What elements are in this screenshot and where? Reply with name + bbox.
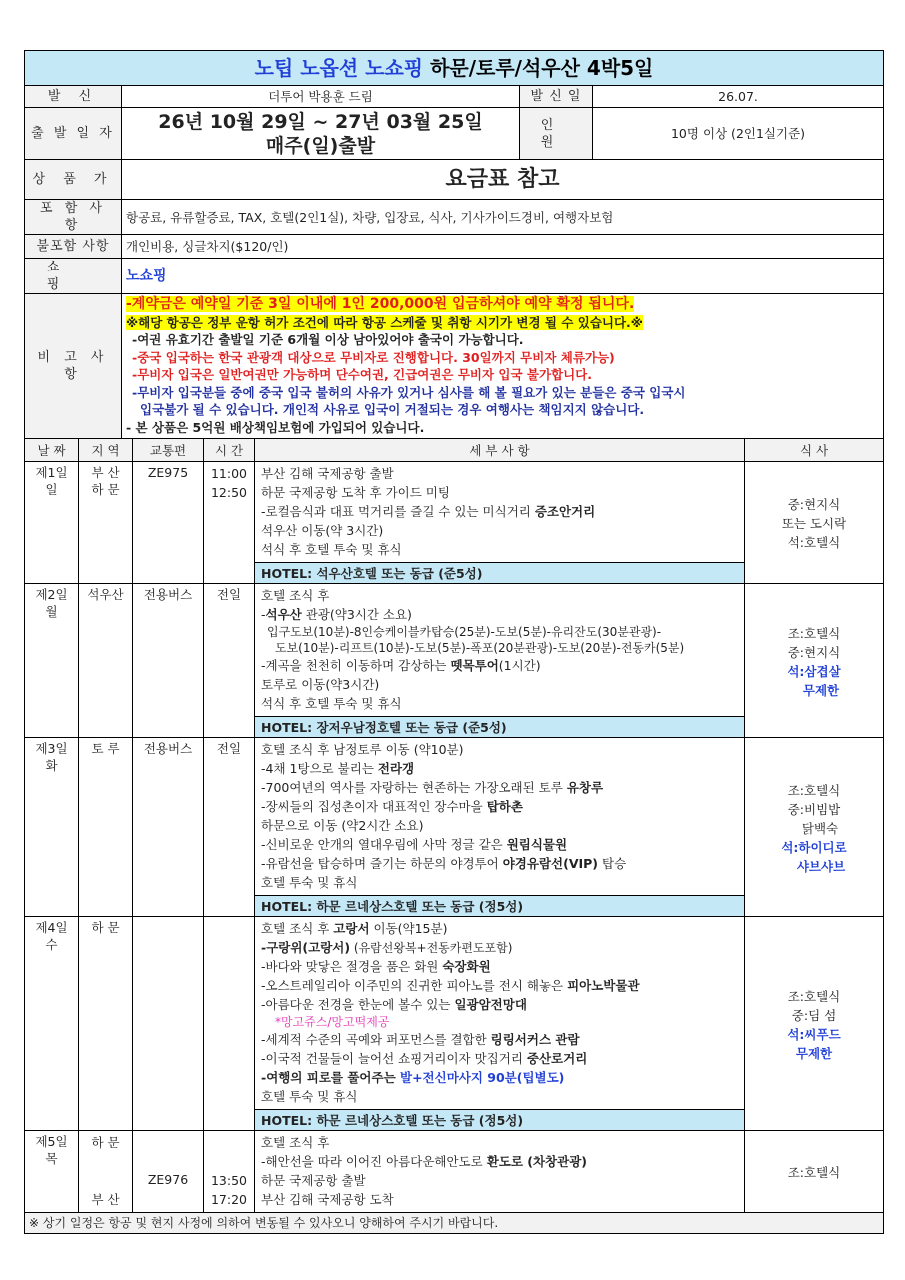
depart-label: 출 발 일 자 [25, 108, 122, 160]
day-weekday: 화 [45, 758, 58, 773]
detail-line: 하문 국제공항 출발 [261, 1173, 366, 1188]
meal-cell [745, 917, 884, 1131]
day-weekday: 수 [45, 937, 58, 952]
detail-text: -로컬음식과 대표 먹거리를 즐길 수 있는 미식거리 [261, 504, 535, 519]
detail-highlight: 고랑서 [333, 921, 370, 936]
detail-highlight: 중산로거리 [526, 1051, 588, 1066]
detail-text: 탑승 [598, 856, 627, 871]
day-row [25, 584, 884, 717]
detail-text: (유람선왕복+전동카편도포함) [350, 941, 513, 955]
region-cell: 하 문 [79, 917, 133, 1131]
meal-item: 또는 도시락 [781, 516, 847, 531]
hotel-info: HOTEL: 석우산호텔 또는 동급 (준5성) [255, 563, 745, 584]
meal-cell [745, 462, 884, 584]
detail-line: 하문 국제공항 도착 후 가이드 미팅 [261, 485, 450, 500]
info-table [24, 50, 884, 439]
day-label [25, 584, 79, 738]
detail-highlight: 뗏목투어 [450, 658, 499, 673]
detail-highlight: 전라갱 [377, 761, 415, 776]
detail-text: - [261, 607, 266, 622]
time-cell [204, 462, 255, 584]
detail-line [261, 1152, 738, 1171]
day-details [255, 738, 745, 896]
meal-item: 조:호텔식 [787, 988, 841, 1004]
note-deposit-text: -계약금은 예약일 기준 3일 이내에 1인 200,000원 입금하셔야 예약 확정 됩니다. [126, 296, 635, 312]
detail-highlight: 링링서커스 관람 [490, 1032, 580, 1047]
detail-text: -여행의 피로를 풀어주는 [261, 1070, 400, 1085]
day-details [255, 462, 745, 563]
transport-cell [133, 917, 204, 1131]
header-meals: 식 사 [745, 439, 884, 462]
footer-note: ※ 상기 일정은 항공 및 현지 사정에 의하여 변동될 수 있사오니 양해하여 주시기 바랍니다. [25, 1213, 884, 1234]
sender-value: 더투어 박용훈 드림 [122, 86, 520, 108]
note-entry-refusal-2: 입국불가 될 수 있습니다. 개인적 사유로 입국이 거절되는 경우 여행사는 책임지지 않습니다. [140, 402, 645, 417]
detail-text: 이동(약15분) [369, 921, 448, 936]
detail-line: 입구도보(10분)-8인승케이블카탑승(25분)-도보(5분)-유리잔도(30분관광)- [267, 625, 662, 639]
detail-line: 호텔 조식 후 [261, 1135, 330, 1150]
notes-label: 비 고 사 항 [25, 294, 122, 439]
note-passport-type: -무비자 입국은 일반여권만 가능하며 단수여권, 긴급여권은 무비자 입국 불가합니다. [132, 367, 593, 382]
detail-line: 부산 김해 국제공항 도착 [261, 1192, 394, 1207]
day-weekday: 일 [45, 482, 58, 497]
day-row [25, 917, 884, 1110]
sent-date-label: 발 신 일 [520, 86, 593, 108]
detail-line [261, 656, 738, 675]
detail-highlight: 원림식물원 [506, 837, 568, 852]
day-row [25, 462, 884, 563]
detail-line: 부산 김해 국제공항 출발 [261, 466, 394, 481]
detail-text: 관광(약3시간 소요) [301, 607, 412, 622]
detail-line: 석식 후 호텔 투숙 및 휴식 [261, 542, 402, 557]
exclude-label: 불포함 사항 [25, 235, 122, 259]
detail-highlight: 숙장화원 [442, 959, 491, 974]
depart-range: 26년 10월 29일 ~ 27년 03월 25일 [158, 110, 483, 133]
detail-line: 석우산 이동(약 3시간) [261, 523, 384, 538]
detail-line: 호텔 투숙 및 휴식 [261, 875, 358, 890]
itinerary-document [24, 50, 883, 1234]
meal-cell [745, 1131, 884, 1213]
detail-line [261, 797, 738, 816]
detail-line: 석식 후 호텔 투숙 및 휴식 [261, 696, 402, 711]
time-value: 13:50 [210, 1173, 248, 1188]
detail-line [261, 1030, 738, 1049]
detail-text: -오스트레일리아 이주민의 진귀한 피아노를 전시 해놓은 [261, 978, 568, 993]
hotel-info: HOTEL: 장저우남정호텔 또는 동급 (준5성) [255, 717, 745, 738]
header-date: 날 짜 [25, 439, 79, 462]
detail-text: -4채 1탕으로 불리는 [261, 761, 378, 776]
title-tag: 노팁 노옵션 노쇼핑 [254, 55, 424, 80]
note-airline-text: ※해당 항공은 정부 운항 허가 조건에 따라 항공 스케줄 및 취항 시기가 변경 될 수 있습니다.※ [126, 314, 643, 330]
day-weekday: 월 [45, 604, 58, 619]
detail-highlight: -구랑위(고랑서) [261, 940, 351, 955]
transport-cell: 전용버스 [133, 738, 204, 917]
detail-text: -700여년의 역사를 자랑하는 현존하는 가장오래된 토루 [261, 780, 567, 795]
meal-item: 샤브샤브 [796, 858, 846, 874]
detail-text: 호텔 조식 후 [261, 921, 334, 936]
document-title [25, 51, 884, 86]
detail-text: -아름다운 전경을 한눈에 볼수 있는 [261, 997, 455, 1012]
detail-line [261, 957, 738, 976]
meal-item: 조:호텔식 [787, 782, 841, 798]
time-cell [204, 917, 255, 1131]
header-details: 세 부 사 항 [255, 439, 745, 462]
hotel-info: HOTEL: 하문 르네상스호텔 또는 동급 (정5성) [255, 1110, 745, 1131]
day-details [255, 1131, 745, 1213]
detail-line [261, 759, 738, 778]
detail-line [261, 976, 738, 995]
meal-item: 무제한 [795, 1045, 833, 1061]
include-value: 항공료, 유류할증료, TAX, 호텔(2인1실), 차량, 입장료, 식사, 기사가이드경비, 여행자보험 [122, 200, 884, 235]
detail-text: -계곡을 천천히 이동하며 감상하는 [261, 658, 451, 673]
hotel-info: HOTEL: 하문 르네상스호텔 또는 동급 (정5성) [255, 896, 745, 917]
detail-highlight: 환도로 (차창관광) [486, 1154, 587, 1169]
detail-text: -유람선을 탑승하며 즐기는 하문의 야경투어 [261, 856, 503, 871]
day-number: 제2일 [35, 587, 68, 602]
detail-highlight: 일광암전망대 [454, 997, 527, 1012]
meal-cell [745, 738, 884, 917]
time-value: 11:00 [210, 466, 248, 481]
day-number: 제3일 [35, 741, 68, 756]
day-number: 제5일 [35, 1134, 68, 1149]
time-value: 17:20 [210, 1192, 248, 1207]
time-cell: 전일 [204, 584, 255, 738]
schedule-header [25, 439, 884, 462]
detail-highlight: 석우산 [265, 607, 302, 622]
region-name: 부 산 [91, 465, 120, 480]
day-number: 제4일 [35, 920, 68, 935]
time-cell [204, 1131, 255, 1213]
region-name: 하 문 [91, 1135, 120, 1150]
transport-cell: ZE976 [133, 1131, 204, 1213]
detail-text: (1시간) [498, 658, 541, 673]
shopping-value: 노쇼핑 [122, 259, 884, 294]
day-row [25, 738, 884, 896]
detail-text: -장씨들의 집성촌이자 대표적인 장수마을 [261, 799, 487, 814]
day-number: 제1일 [35, 465, 68, 480]
people-label: 인 원 [520, 108, 593, 160]
detail-line [261, 995, 738, 1014]
header-transport: 교통편 [133, 439, 204, 462]
depart-dates [122, 108, 520, 160]
detail-line [261, 938, 738, 957]
detail-line [261, 502, 738, 521]
price-label: 상 품 가 [25, 160, 122, 200]
detail-line: 토루로 이동(약3시간) [261, 677, 380, 692]
detail-highlight: 발+전신마사지 90분(팁별도) [400, 1070, 565, 1085]
detail-line: 도보(10분)-리프트(10분)-도보(5분)-폭포(20분관광)-도보(20분)-전동카(5분) [275, 641, 685, 655]
day-label [25, 462, 79, 584]
note-visa-free: -중국 입국하는 한국 관광객 대상으로 무비자로 진행합니다. 30일까지 무비자 체류가능) [132, 349, 615, 365]
detail-text: -세계적 수준의 곡예와 퍼포먼스를 결합한 [261, 1032, 491, 1047]
time-value: 12:50 [210, 485, 248, 500]
meal-item: 중:비빔밥 [787, 801, 841, 817]
transport-cell: 전용버스 [133, 584, 204, 738]
exclude-value: 개인비용, 싱글차지($120/인) [122, 235, 884, 259]
day-details [255, 584, 745, 717]
meal-item: 중:현지식 [787, 644, 841, 660]
detail-line: 호텔 조식 후 [261, 588, 330, 603]
detail-text: -해안선을 따라 이어진 아름다운해안도로 [261, 1154, 487, 1169]
meal-item: 석:씨푸드 [787, 1026, 841, 1042]
header-region: 지 역 [79, 439, 133, 462]
day-row [25, 1131, 884, 1213]
sent-date-value: 26.07. [593, 86, 884, 108]
region-name: 부 산 [91, 1192, 120, 1207]
note-entry-refusal-1: -무비자 입국분들 중에 중국 입국 불허의 사유가 있거나 심사를 해 볼 필요가 있는 분들은 중국 입국시 [132, 384, 686, 400]
day-details [255, 917, 745, 1110]
region-name: 하 문 [91, 482, 120, 497]
header-time: 시 간 [204, 439, 255, 462]
depart-weekly: 매주(일)출발 [265, 134, 376, 157]
shopping-label: 쇼 핑 [25, 259, 122, 294]
detail-line [261, 835, 738, 854]
region-spacer [83, 1152, 128, 1190]
meal-item: 석:삼겹살 [787, 663, 841, 679]
meal-item: 중:현지식 [787, 497, 841, 512]
note-passport: -여권 유효기간 출발일 기준 6개월 이상 남아있어야 출국이 가능합니다. [132, 332, 524, 347]
meal-item: 조:호텔식 [787, 1165, 841, 1180]
sender-label: 발 신 [25, 86, 122, 108]
region-cell [79, 1131, 133, 1213]
detail-text: -신비로운 안개의 열대우림에 사막 정글 같은 [261, 837, 507, 852]
day-weekday: 목 [45, 1151, 58, 1166]
region-cell [79, 462, 133, 584]
detail-text: -이국적 건물들이 늘어선 쇼핑거리이자 맛집거리 [261, 1051, 527, 1066]
note-airline [126, 314, 879, 332]
detail-text: -바다와 맞닿은 절경을 품은 화원 [261, 959, 443, 974]
region-cell: 토 루 [79, 738, 133, 917]
detail-line: 호텔 투숙 및 휴식 [261, 1089, 358, 1104]
detail-line [261, 1068, 738, 1087]
region-cell: 석우산 [79, 584, 133, 738]
day-label [25, 1131, 79, 1213]
note-insurance: - 본 상품은 5억원 배상책임보험에 가입되어 있습니다. [126, 419, 425, 435]
detail-highlight: 야경유람선(VIP) [502, 856, 599, 871]
people-value: 10명 이상 (2인1실기준) [593, 108, 884, 160]
note-deposit [126, 296, 879, 314]
detail-line: 하문으로 이동 (약2시간 소요) [261, 818, 424, 833]
notes-block [122, 294, 884, 439]
detail-highlight: 유창루 [566, 780, 604, 795]
meal-item: 석:호텔식 [787, 535, 841, 550]
detail-highlight: 증조안거리 [534, 504, 596, 519]
meal-item: 석:하이디로 [781, 839, 847, 855]
meal-item: 조:호텔식 [787, 625, 841, 641]
detail-line: 호텔 조식 후 남정토루 이동 (약10분) [261, 742, 464, 757]
meal-item: 무제한 [802, 682, 840, 698]
detail-line: *망고쥬스/망고떡제공 [275, 1015, 390, 1029]
meal-item: 닭백숙 [801, 820, 839, 836]
title-route: 하문/토루/석우산 4박5일 [423, 55, 654, 80]
include-label: 포 함 사 항 [25, 200, 122, 235]
detail-highlight: 피아노박물관 [567, 978, 640, 993]
meal-cell [745, 584, 884, 738]
transport-cell: ZE975 [133, 462, 204, 584]
day-label [25, 738, 79, 917]
time-cell: 전일 [204, 738, 255, 917]
schedule-table [24, 438, 884, 1234]
detail-line [261, 854, 738, 873]
price-value: 요금표 참고 [122, 160, 884, 200]
day-label [25, 917, 79, 1131]
detail-line [261, 605, 738, 624]
detail-line [261, 778, 738, 797]
detail-line [261, 919, 738, 938]
meal-item: 중:딤 섬 [791, 1007, 837, 1023]
detail-highlight: 탑하촌 [486, 799, 523, 814]
detail-line [261, 1049, 738, 1068]
